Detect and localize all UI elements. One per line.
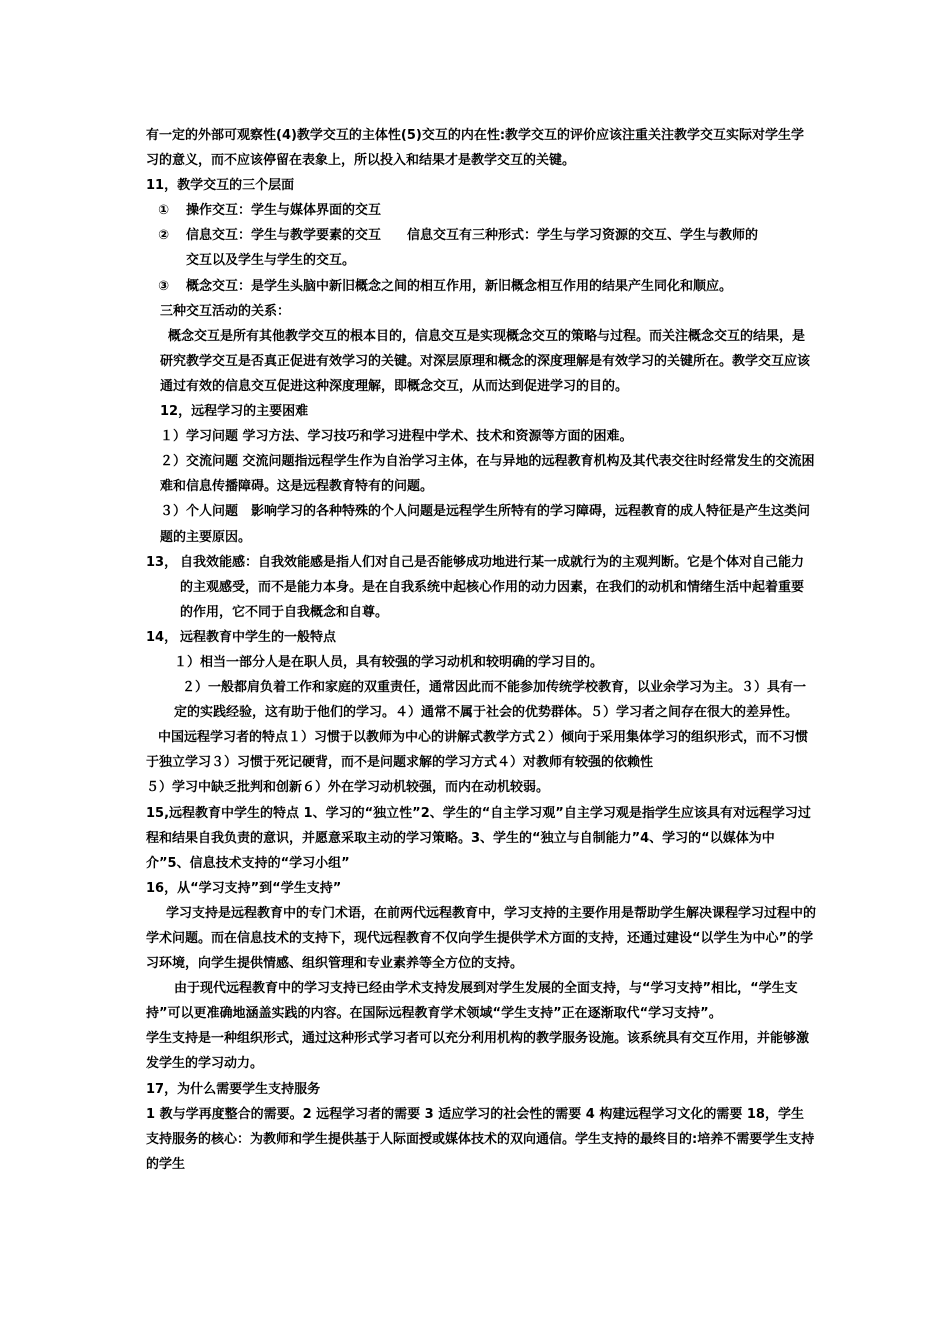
feature-1: １）相当一部分人是在职人员，具有较强的学习动机和较明确的学习目的。 <box>174 654 604 670</box>
heading-16: 16，从“学习支持”到“学生支持” <box>146 880 342 896</box>
list-item-text: 操作交互：学生与媒体界面的交互 <box>186 203 382 219</box>
relation-title: 三种交互活动的关系： <box>160 303 291 319</box>
list-item-text: 信息交互：学生与教学要素的交互 信息交互有三种形式：学生与学习资源的交互、学生与教师的 <box>186 228 759 244</box>
heading-15: 15,远程教育中学生的特点 1、学习的“独立性”2、学生的“自主学习观”自主学习观是指学生应该具有对远程学习过程和结果自我负责的意识，并愿意采取主动的学习策略。3、学生的“独立与自制能力”4、学习的“以媒体为中介”5、信息技术支持的“学习小组” <box>146 805 811 871</box>
china-learner-features-cont: ５）学习中缺乏批判和创新６）外在学习动机较强，而内在动机较弱。 <box>146 780 550 796</box>
support-needs-paragraph: 1 教与学再度整合的需要。2 远程学习者的需要 3 适应学习的社会性的需要 4 构建远程学习文化的需要 18，学生支持服务的核心：为教师和学生提供基于人际面授或媒体技术的双向通信。学生支持的最终目的:培养不需要学生支持的学生 <box>146 1106 815 1172</box>
heading-13-number: 13， <box>146 554 178 570</box>
student-support-definition: 学生支持是一种组织形式，通过这种形式学习者可以充分利用机构的教学服务设施。该系统具有交互作用，并能够激发学生的学习动力。 <box>146 1031 810 1072</box>
circled-1-marker: ① <box>158 203 170 219</box>
list-item-continuation: 交互以及学生与学生的交互。 <box>186 253 356 269</box>
heading-12: 12，远程学习的主要困难 <box>160 404 309 420</box>
heading-14-number: 14， <box>146 629 178 645</box>
circled-3-marker: ③ <box>158 278 170 294</box>
difficulty-learning: １）学习问题 学习方法、学习技巧和学习进程中学术、技术和资源等方面的困难。 <box>160 429 633 445</box>
difficulty-personal: ３）个人问题 影响学习的各种特殊的个人问题是远程学生所特有的学习障碍，远程教育的成人特征是产生这类问题的主要原因。 <box>160 504 811 545</box>
difficulty-communication: ２）交流问题 交流问题指远程学生作为自治学习主体，在与异地的远程教育机构及其代表交往时经常发生的交流困难和信息传播障碍。这是远程教育特有的问题。 <box>160 454 815 495</box>
feature-2-5: ２）一般都肩负着工作和家庭的双重责任，通常因此而不能参加传统学校教育，以业余学习为主。３）具有一定的实践经验，这有助于他们的学习。４）通常不属于社会的优势群体。５）学习者之间存在很大的差异性。 <box>174 680 807 721</box>
list-item-text: 概念交互：是学生头脑中新旧概念之间的相互作用，新旧概念相互作用的结果产生同化和顺应。 <box>186 278 733 294</box>
heading-14 <box>146 625 816 650</box>
heading-17: 17，为什么需要学生支持服务 <box>146 1081 321 1097</box>
list-item-concept-interaction <box>146 274 816 299</box>
heading-13 <box>146 550 816 625</box>
student-support-paragraph: 由于现代远程教育中的学习支持已经由学术支持发展到对学生发展的全面支持，与“学习支持”相比，“学生支持”可以更准确地涵盖实践的内容。在国际远程教育学术领域“学生支持”正在逐渐取代“学习支持”。 <box>146 981 798 1022</box>
china-learner-features: 中国远程学习者的特点１）习惯于以教师为中心的讲解式教学方式２）倾向于采用集体学习的组织形式，而不习惯于独立学习３）习惯于死记硬背，而不是问题求解的学习方式４）对教师有较强的依赖性 <box>146 730 809 771</box>
heading-11: 11，教学交互的三个层面 <box>146 178 295 194</box>
learning-support-paragraph: 学习支持是远程教育中的专门术语，在前两代远程教育中，学习支持的主要作用是帮助学生解决课程学习过程中的学术问题。而在信息技术的支持下，现代远程教育不仅向学生提供学术方面的支持，还通过建设“以学生为中心”的学习环境，向学生提供情感、组织管理和专业素养等全方位的支持。 <box>146 905 817 972</box>
relation-body: 概念交互是所有其他教学交互的根本目的，信息交互是实现概念交互的策略与过程。而关注概念交互的结果，是研究教学交互是否真正促进有效学习的关键。对深层原理和概念的深度理解是有效学习的关键所在。教学交互应该通过有效的信息交互促进这种深度理解，即概念交互，从而达到促进学习的目的。 <box>160 328 811 394</box>
self-efficacy-text: 自我效能感：自我效能感是指人们对自己是否能够成功地进行某一成就行为的主观判断。它是个体对自己能力的主观感受，而不是能力本身。是在自我系统中起核心作用的动力因素，在我们的动机和情绪生活中起着重要的作用，它不同于自我概念和自尊。 <box>180 554 805 620</box>
list-item-operation-interaction <box>146 198 816 223</box>
paragraph-interaction-features: 有一定的外部可观察性(4)教学交互的主体性(5)交互的内在性:教学交互的评价应该注重关注教学交互实际对学生学习的意义，而不应该停留在表象上，所以投入和结果才是教学交互的关键。 <box>146 128 805 169</box>
list-item-information-interaction <box>146 223 816 248</box>
heading-14-text: 远程教育中学生的一般特点 <box>180 629 337 645</box>
circled-2-marker: ② <box>158 228 170 244</box>
document-page <box>146 123 816 1177</box>
